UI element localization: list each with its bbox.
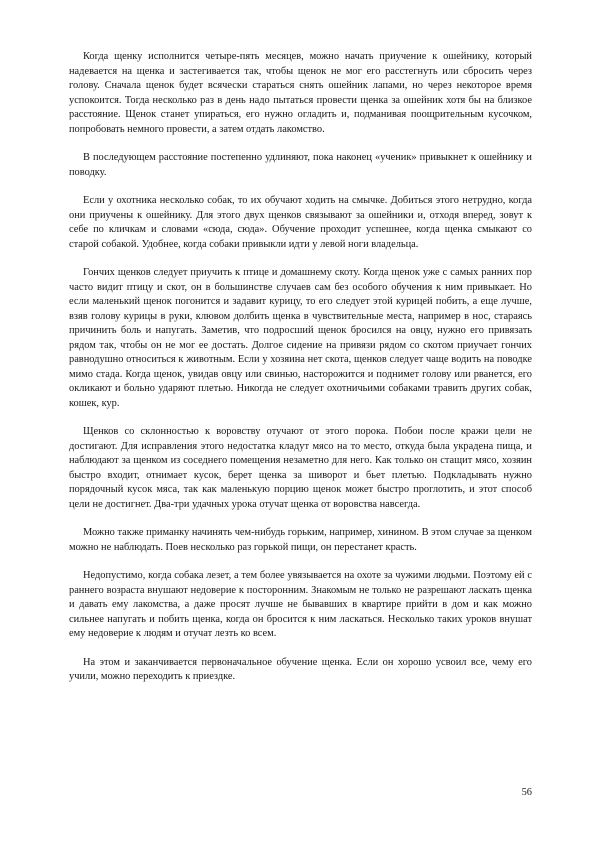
- page-number: 56: [521, 787, 532, 798]
- paragraph: Гончих щенков следует приучить к птице и домашнему скоту. Когда щенок уже с самых ранних пор часто видит птицу и скот, он в большинстве случаев сам без особого обучения к ним привыкает. Но если маленький щенок погонится и задавит курицу, то его следует этой курицей побить, а еще лучше, взяв голову курицы в руки, клювом долбить щенка в чувствительные места, например в нос, стараясь причинить боль и напугать. Заметив, что подросший щенок бросился на овцу, нужно его привязать рядом так, чтобы он не мог ее достать. Долгое сидение на привязи рядом со скотом приучает гончих равнодушно относиться к животным. Если у хозяина нет скота, щенков следует чаще водить на поводке мимо стада. Когда щенок, увидав овцу или свинью, насторожится и поднимет голову или рванется, его окликают и больно ударяют плетью. Никогда не следует охотничьими собаками травить других собак, кошек, кур.: [69, 267, 532, 409]
- paragraph: Недопустимо, когда собака лезет, а тем более увязывается на охоте за чужими людьми. Поэтому ей с раннего возраста внушают недоверие к посторонним. Знакомым не только не разрешают ласкать щенка и давать ему лакомства, а даже просят лучше не бывавших в квартире прийти в дом и как можно сильнее напугать и побить щенка, когда он бросится к ним ласкаться. Несколько таких уроков внушат ему недоверие к людям и отучат лезть ко всем.: [69, 570, 532, 639]
- paragraph: Щенков со склонностью к воровству отучают от этого порока. Побои после кражи цели не достигают. Для исправления этого недостатка кладут мясо на то место, откуда была украдена пища, и наблюдают за щенком из соседнего помещения незаметно для него. Как только он стащит мясо, хозяин быстро входит, отнимает кусок, берет щенка за шиворот и бьет плетью. Подкладывать нужно порядочный кусок мяса, так как маленькую порцию щенок может быстро проглотить, и этот способ цели не достигнет. Два-три удачных урока отучат щенка от воровства навсегда.: [69, 426, 532, 510]
- paragraph: Можно также приманку начинять чем-нибудь горьким, например, хинином. В этом случае за щенком можно не наблюдать. Поев несколько раз горькой пищи, он перестанет красть.: [69, 527, 532, 553]
- paragraph: Если у охотника несколько собак, то их обучают ходить на смычке. Добиться этого нетрудно, когда они приучены к ошейнику. Для этого двух щенков связывают за ошейники и, отходя вперед, зовут к себе по кличкам и словами «сюда, сюда». Обучение проходит успешнее, когда щенка смыкают со старой собакой. Удобнее, когда собаки привыкли идти у левой ноги владельца.: [69, 195, 532, 250]
- body-text-column: [69, 50, 532, 685]
- paragraph: На этом и заканчивается первоначальное обучение щенка. Если он хорошо усвоил все, чему его учили, можно переходить к приездке.: [69, 656, 532, 682]
- paragraph: В последующем расстояние постепенно удлиняют, пока наконец «ученик» привыкнет к ошейнику и поводку.: [69, 152, 532, 178]
- paragraph: Когда щенку исполнится четыре-пять месяцев, можно начать приучение к ошейнику, который надевается на щенка и застегивается так, чтобы щенок не мог его расстегнуть или сбросить через голову. Сначала щенок будет всячески стараться снять ошейник лапами, но через некоторое время успокоится. Тогда несколько раз в день надо пытаться провести щенка за ошейник хотя бы на близкое расстояние. Щенок станет упираться, его нужно огладить и, подманивая поощрительным кусочком, попробовать немного провести, а затем отдать лакомство.: [69, 51, 532, 135]
